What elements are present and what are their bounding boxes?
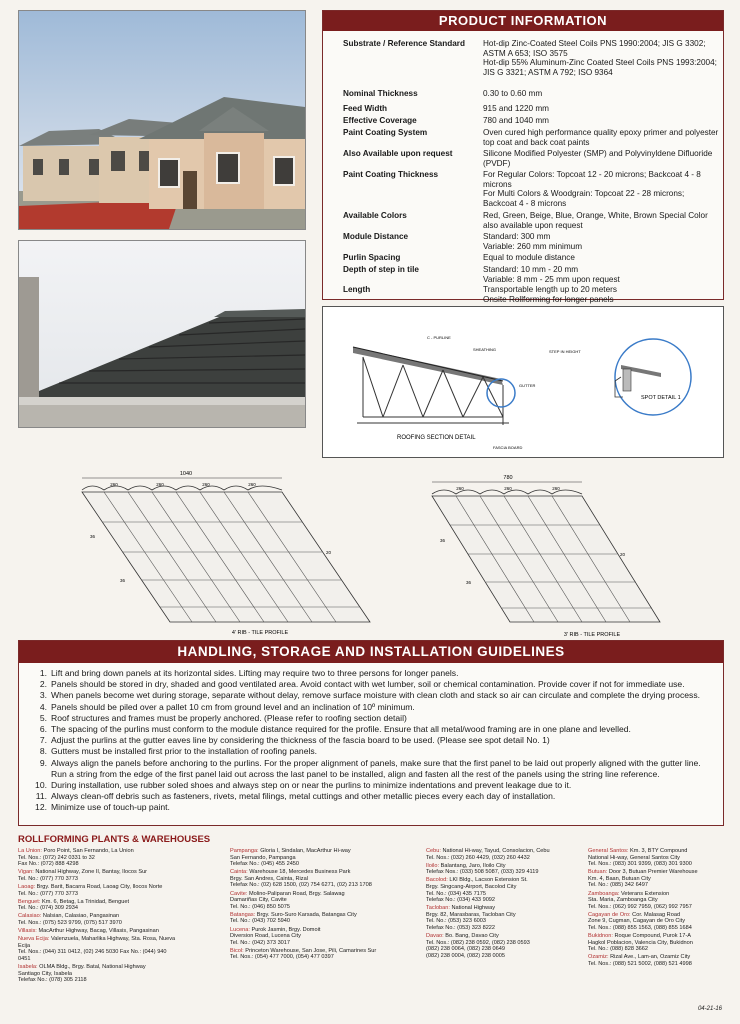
plant-entry (18, 884, 178, 897)
plant-city: La Union: (18, 848, 42, 854)
plant-entry (426, 877, 586, 903)
step-height-dim: 20 (326, 550, 332, 555)
label-sheathing: SHEATHING (473, 347, 497, 352)
plant-address: National Highway Brgy. 82, Marasbaras, Tacloban City Tel. No.: (053) 323 6003 Telefax No.: (053) 323 8222 (426, 905, 516, 932)
spot-detail-caption: SPOT DETAIL 1 (641, 395, 681, 401)
plant-city: Vigan: (18, 869, 34, 876)
plant-address: National Hi-way, Tayud, Consolacion, Cebu Tel. Nos.: (032) 260 4429, (032) 260 4432 (426, 848, 550, 861)
plant-city: Laoag: (18, 883, 36, 890)
spec-label: Module Distance (343, 232, 409, 241)
guideline-text: When panels become wet during storage, separate without delay, remove surface moisture with clean cloth and stack so air can circulate and complete the drying process. (51, 690, 701, 701)
plant-address: Purok Jasmin, Brgy. Domoit Diversion Road, Lucena City Tel. No.: (042) 373 3017 (230, 926, 321, 946)
photo-houses-with-tile-roofing (18, 10, 306, 230)
spec-label: Substrate / Reference Standard (343, 39, 465, 48)
profile-width: 780 (503, 475, 513, 481)
guidelines-list (19, 663, 723, 814)
plant-entry (18, 848, 178, 868)
plant-city: Cagayan de Oro: (588, 911, 631, 918)
guideline-text: Panels should be piled over a pallet 10 cm from ground level and an inclination of 10º minimum. (51, 701, 415, 712)
plant-address: Princeton Warehouse, San Jose, Pili, Camarines Sur Tel. Nos.: (054) 477 7000, (054) 477 0397 (230, 947, 377, 961)
plants-column (230, 848, 390, 963)
guideline-text: Minimize use of touch-up paint. (51, 802, 170, 813)
spec-label: Also Available upon request (343, 149, 453, 158)
product-information-panel (322, 10, 724, 304)
rollforming-plants-section (18, 834, 722, 1014)
plant-city: Benguet: (18, 898, 41, 905)
plant-entry (18, 936, 178, 962)
module-dim: 260 (504, 486, 512, 491)
spec-value: 780 and 1040 mm (483, 116, 549, 125)
spec-value: Standard: 300 mm Variable: 260 mm minimum (483, 232, 583, 251)
plant-address: Door 3, Butuan Premier Warehouse Km. 4, Baan, Butuan City Tel. No.: (085) 342 6497 (588, 869, 698, 889)
guideline-item: 5. Roof structures and frames must be properly anchored. (Please refer to roofing section detail) (39, 712, 407, 723)
plant-city: Bacolod: (426, 877, 448, 884)
profile-caption: 3' RIB - TILE PROFILE (563, 632, 621, 638)
plant-city: Nueva Ecija: (18, 936, 50, 943)
module-dim: 260 (202, 482, 210, 487)
roofing-section-detail-diagram (322, 306, 724, 458)
spec-value: Oven cured high performance quality epoxy primer and polyester top coat and back coat paints (483, 128, 719, 147)
guideline-text: Gutters must be installed first prior to the installation of roofing panels. (51, 746, 318, 757)
spec-value: For Regular Colors: Topcoat 12 - 20 microns; Backcoat 4 - 8 microns For Multi Colors & Woodgrain: Topcoat 22 - 28 microns; Backcoat 4 - 8 microns (483, 170, 701, 208)
plant-city: Cainta: (230, 869, 248, 876)
plant-address: Rizal Ave., Lam-an, Ozamiz City Tel. Nos.: (088) 521 5002, (088) 521 4998 (588, 954, 692, 967)
plant-city: Iloilo: (426, 862, 440, 869)
spec-value: Silicone Modified Polyester (SMP) and Polyvinyldene Difluoride (PVDF) (483, 149, 713, 168)
spec-label: Nominal Thickness (343, 89, 418, 98)
guideline-item: 2. Panels should be stored in dry, shaded and good ventilated area. Avoid contact with wet lumber, soil or chemical contamination. Provide cover if not for immediate use. (39, 679, 685, 690)
plant-entry (588, 891, 722, 911)
plant-entry (230, 891, 390, 911)
spec-value: Transportable length up to 20 meters Onsite Rollforming for longer panels (483, 285, 617, 304)
product-information-title: PRODUCT INFORMATION (323, 11, 723, 31)
plant-address: LKI Bldg., Lacson Extension St. Brgy. Singcang-Airport, Bacolod City Tel. No.: (034) 435 7175 Telefax No.: (034) 433 9092 (426, 877, 528, 904)
label-fascia: FASCIA BOARD (493, 445, 523, 450)
label-step-height: STEP IN HEIGHT (549, 349, 581, 354)
spec-value: 915 and 1220 mm (483, 104, 549, 113)
plant-entry (18, 964, 178, 984)
plant-entry (426, 863, 586, 876)
plant-entry (18, 899, 178, 912)
side-dim: 36 (440, 538, 446, 543)
photo-roof-closeup (18, 240, 306, 428)
spec-label: Available Colors (343, 211, 407, 220)
plant-city: Tacloban: (426, 905, 450, 912)
guideline-item: 10. During installation, use rubber soled shoes and always step on or near the purlins to minimize indentations and prevent leakage due to it. (35, 780, 572, 791)
plant-address: Valenzuela, Maharlika Highway, Sta. Rosa, Nueva Ecija Tel. Nos.: (044) 311 0412, (02) 246 5030 Fax No.: (044) 940 0451 (18, 936, 176, 962)
plant-city: Zamboanga: (588, 890, 620, 897)
plant-address: Veterans Extension Sta. Maria, Zamboanga City Tel. Nos.: (062) 992 7959, (062) 992 7957 (588, 890, 692, 910)
guideline-text: Lift and bring down panels at its horizontal sides. Lifting may require two to three persons for longer panels. (51, 668, 459, 678)
plant-city: Cavite: (230, 890, 248, 897)
plant-city: Batangas: (230, 911, 256, 918)
profile-4-rib (82, 471, 370, 636)
plant-entry (230, 948, 390, 961)
plant-address: Roque Compound, Purok 17-A Hagkol Poblacion, Valencia City, Bukidnon Tel. No.: (088) 828 3662 (588, 933, 693, 953)
guidelines-title: HANDLING, STORAGE AND INSTALLATION GUIDELINES (19, 641, 723, 663)
plant-address: Km. 3, BTY Compound National Hi-way, General Santos City Tel. Nos.: (083) 301 9399, (083) 301 9300 (588, 848, 692, 868)
plant-city: Butuan: (588, 869, 608, 876)
plant-city: Lucena: (230, 926, 250, 933)
spec-label: Paint Coating System (343, 128, 428, 137)
tile-profiles (20, 462, 720, 638)
spec-label: Purlin Spacing (343, 253, 401, 262)
plant-entry (18, 928, 178, 935)
module-dim: 260 (456, 486, 464, 491)
module-dim: 260 (110, 482, 118, 487)
guideline-text: Panels should be stored in dry, shaded and good ventilated area. Avoid contact with wet lumber, soil or chemical contamination. Provide cover if not for immediate use. (51, 679, 685, 690)
plant-entry (230, 848, 390, 868)
profile-width: 1040 (179, 471, 193, 477)
roof-closeup-illustration (19, 241, 305, 427)
guideline-item: 8. Gutters must be installed first prior to the installation of roofing panels. (39, 746, 318, 757)
label-purline: C - PURLINE (427, 335, 451, 340)
plant-entry (588, 869, 722, 889)
guideline-item: 1. Lift and bring down panels at its horizontal sides. Lifting may require two to three persons for longer panels. (39, 668, 459, 678)
guideline-text: Roof structures and frames must be properly anchored. (Please refer to roofing section detail) (51, 712, 407, 723)
side-dim: 36 (466, 580, 472, 585)
guideline-item: 6. The spacing of the purlins must conform to the module distance required for the profile. Ensure that all metal/wood framing are in one plane and levelled. (39, 724, 631, 735)
spec-value: Hot-dip Zinc-Coated Steel Coils PNS 1990:2004; JIS G 3302; ASTM A 653; ISO 3575 Hot-dip 55% Aluminum-Zinc Coated Steel Coils PNS 1993:2004; JIS G 3321; ASTM A 792; ISO 9364 (483, 39, 717, 77)
houses-illustration (19, 11, 305, 229)
profile-3-rib (432, 475, 660, 638)
plant-address: Molino-Paliparan Road, Brgy. Salawag Damariñas City, Cavite Tel. No.: (046) 850 5075 (230, 890, 345, 910)
guideline-text: Always clean-off debris such as fasteners, rivets, metal filings, metal cuttings and other metallic pieces every each day of installation. (51, 791, 556, 802)
plant-entry (18, 869, 178, 882)
spec-value: Red, Green, Beige, Blue, Orange, White, Brown Special Color also available upon request (483, 211, 708, 230)
step-height-dim: 20 (620, 552, 626, 557)
guideline-text: The spacing of the purlins must conform to the module distance required for the profile. Ensure that all metal/wood framing are in one plane and levelled. (51, 724, 631, 735)
guideline-text: During installation, use rubber soled shoes and always step on or near the purlins to minimize indentations and prevent leakage due to it. (51, 780, 572, 791)
plant-address: Cor. Malasag Road Zone 9, Cugman, Cagayan de Oro City Tel. Nos.: (088) 855 1563, (088) 855 1684 (588, 911, 692, 932)
spec-label: Length (343, 285, 371, 294)
side-dim: 36 (120, 578, 126, 583)
plant-entry (230, 912, 390, 925)
plant-address: MacArthur Highway, Bacag, Villasis, Pangasinan (38, 928, 159, 935)
plant-address: Gloria I, Sindalan, MacArthur Hi-way San Fernando, Pampanga Telefax No.: (045) 455 2450 (230, 848, 351, 868)
module-dim: 260 (552, 486, 560, 491)
plants-column (18, 848, 178, 985)
plant-address: Nalsian, Calasiao, Pangasinan Tel. Nos.: (075) 523 9799, (075) 517 3970 (18, 913, 122, 926)
plant-address: OLMA Bldg., Brgy. Batal, National Highway Santiago City, Isabela Telefax No.: (078) 305 2118 (18, 964, 146, 984)
spec-label: Effective Coverage (343, 116, 417, 125)
plant-address: Km. 6, Betag, La Trinidad, Benguet Tel. No.: (074) 309 2934 (18, 898, 130, 912)
roofing-section-drawing (323, 307, 723, 457)
module-dim: 260 (248, 482, 256, 487)
guideline-item: 3. When panels become wet during storage, separate without delay, remove surface moisture with clean cloth and stack so air can circulate and complete the drying process. (39, 690, 701, 701)
label-gutter: GUTTER (519, 383, 536, 388)
plant-entry (230, 927, 390, 947)
guideline-text: Always align the panels before anchoring to the purlins. For the proper alignment of panels, make sure that the first panel to be laid out properly aligned with the gutter line. Run a string from the edge of the first panel laid out across the last panel to be installed, align and fasten all the rest of the panels using the string line reference. (51, 757, 701, 779)
plant-address: Brgy. Barit, Bacarra Road, Laoag City, Ilocos Norte Tel. No.: (077) 770 3773 (18, 883, 163, 897)
handling-guidelines-panel (18, 640, 724, 826)
module-dim: 260 (156, 482, 164, 487)
plant-entry (426, 905, 586, 931)
plant-entry (230, 869, 390, 889)
plants-column (426, 848, 586, 961)
spec-value: Equal to module distance (483, 253, 575, 262)
plant-city: Calasiao: (18, 913, 42, 920)
plant-entry (588, 912, 722, 932)
plant-entry (588, 933, 722, 953)
spec-value: Standard: 10 mm - 20 mm Variable: 8 mm - 25 mm upon request (483, 265, 620, 284)
spec-label: Feed Width (343, 104, 388, 113)
plant-city: Cebu: (426, 848, 441, 854)
guideline-item: 11. Always clean-off debris such as fasteners, rivets, metal filings, metal cuttings and other metallic pieces every each day of installation. (35, 791, 556, 802)
side-dim: 36 (90, 534, 96, 539)
plant-city: Isabela: (18, 964, 38, 970)
plants-title: ROLLFORMING PLANTS & WAREHOUSES (18, 834, 211, 845)
guideline-item: 12. Minimize use of touch-up paint. (35, 802, 170, 813)
guideline-item: 4. Panels should be piled over a pallet 10 cm from ground level and an inclination of 10º minimum. (39, 701, 415, 712)
plants-column (588, 848, 722, 969)
profile-caption: 4' RIB - TILE PROFILE (231, 630, 289, 636)
plant-address: National Highway, Zone II, Bantay, Ilocos Sur Tel. No.: (077) 770 3773 (18, 869, 148, 882)
plant-entry (588, 954, 722, 967)
spec-label: Depth of step in tile (343, 265, 419, 274)
plant-address: Balantang, Jaro, Iloilo City Telefax Nos.: (033) 508 5087, (033) 329 4119 (426, 862, 539, 876)
plant-city: Bicol: (230, 947, 244, 954)
plant-city: Davao: (426, 933, 444, 940)
spec-label: Paint Coating Thickness (343, 170, 439, 179)
plant-address: Poro Point, San Fernando, La Union Tel. Nos.: (072) 242 0331 to 32 Fax No.: (072) 888 4298 (18, 848, 134, 868)
plant-entry (426, 933, 586, 959)
guideline-item: 7. Adjust the purlins at the gutter eaves line by considering the thickness of the fascia board to be used. (Please see spot detail No. 1) (39, 735, 550, 746)
plant-entry (18, 913, 178, 926)
plant-city: Pampanga: (230, 848, 259, 854)
revision-date: 04-21-16 (697, 1006, 722, 1012)
plant-entry (426, 848, 586, 861)
guideline-item: 9. Always align the panels before anchoring to the purlins. For the proper alignment of panels, make sure that the first panel to be laid out properly aligned with the gutter line. Run a string from the edge of the first panel laid out across the last panel to be installed, align and fasten all the rest of the panels using the string line reference. (39, 757, 701, 779)
roofing-section-caption: ROOFING SECTION DETAIL (397, 435, 476, 441)
plant-city: Ozamiz: (588, 954, 609, 961)
plant-address: Warehouse 18, Mercedes Business Park Brgy. San Andres, Cainta, Rizal Telefax No.: (02) 628 1500, (02) 754 6271, (02) 213 1708 (230, 869, 372, 889)
plant-address: Brgy. Suro-Suro Karsada, Batangas City Tel. No.: (043) 702 5940 (230, 911, 357, 925)
plant-entry (588, 848, 722, 868)
plant-city: General Santos: (588, 848, 629, 854)
spec-value: 0.30 to 0.60 mm (483, 89, 543, 98)
guideline-text: Adjust the purlins at the gutter eaves line by considering the thickness of the fascia board to be used. (Please see spot detail No. 1) (51, 735, 550, 746)
plant-city: Bukidnon: (588, 933, 613, 940)
plant-address: Bo. Bang, Davao City Tel. Nos.: (082) 238 0592, (082) 238 0593 (082) 238 0064, (082) 238 0649 (082) 238 0004, (082) 238 0005 (426, 933, 530, 959)
plant-city: Villasis: (18, 928, 37, 935)
tile-profile-drawings (20, 462, 720, 638)
